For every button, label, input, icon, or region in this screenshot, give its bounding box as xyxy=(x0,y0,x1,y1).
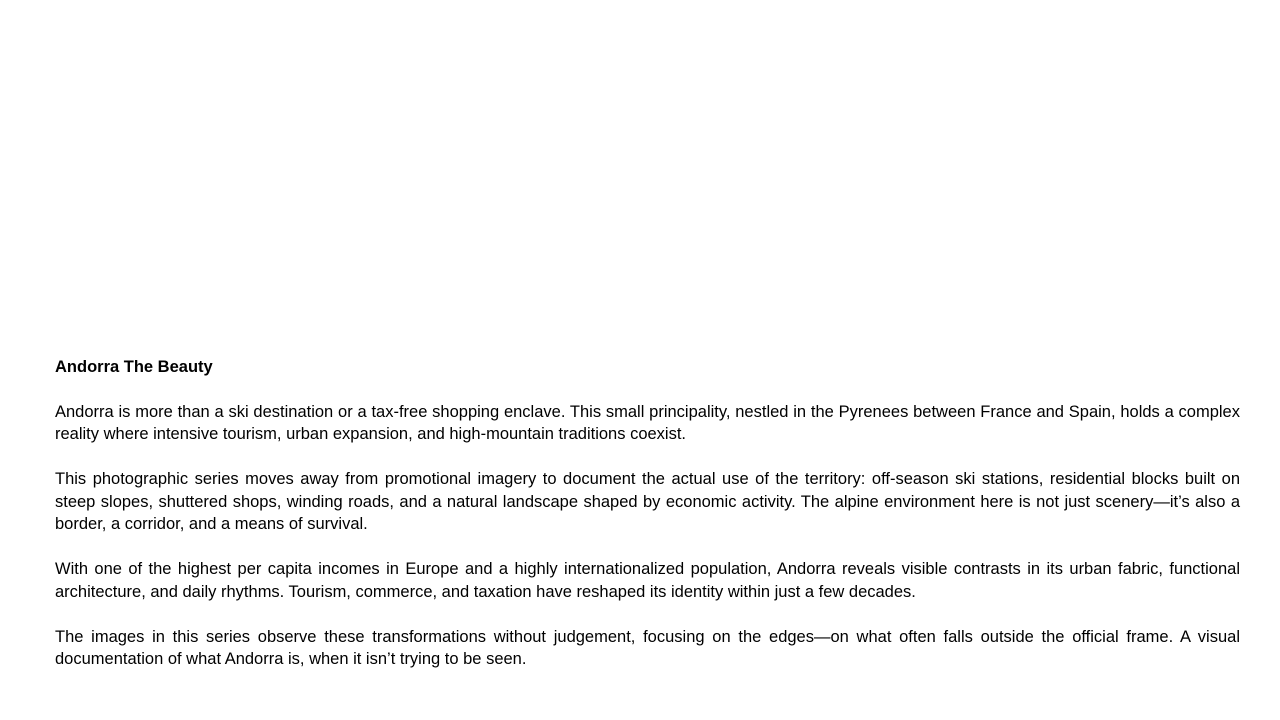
paragraph-closing: The images in this series observe these transformations without judgement, focusing on the edges—on what often falls outside the official frame. A visual documentation of what Andorra is, when it isn’t trying to be seen. xyxy=(55,627,1240,669)
paragraph-series: This photographic series moves away from promotional imagery to document the actual use of the territory: off-season ski stations, residential blocks built on steep slopes, shuttered shops, winding roads, and a natural landscape shaped by economic activity. The alpine environment here is not just scenery—it’s also a border, a corridor, and a means of survival. xyxy=(55,470,1240,534)
text-block xyxy=(55,356,1240,670)
document-title: Andorra The Beauty xyxy=(55,358,213,376)
paragraph-contrasts: With one of the highest per capita incomes in Europe and a highly internationalized population, Andorra reveals visible contrasts in its urban fabric, functional architecture, and daily rhythms. Tourism, commerce, and taxation have reshaped its identity within just a few decades. xyxy=(55,560,1240,601)
paragraph-intro: Andorra is more than a ski destination or a tax-free shopping enclave. This small principality, nestled in the Pyrenees between France and Spain, holds a complex reality where intensive tourism, urban expansion, and high-mountain traditions coexist. xyxy=(55,403,1240,444)
